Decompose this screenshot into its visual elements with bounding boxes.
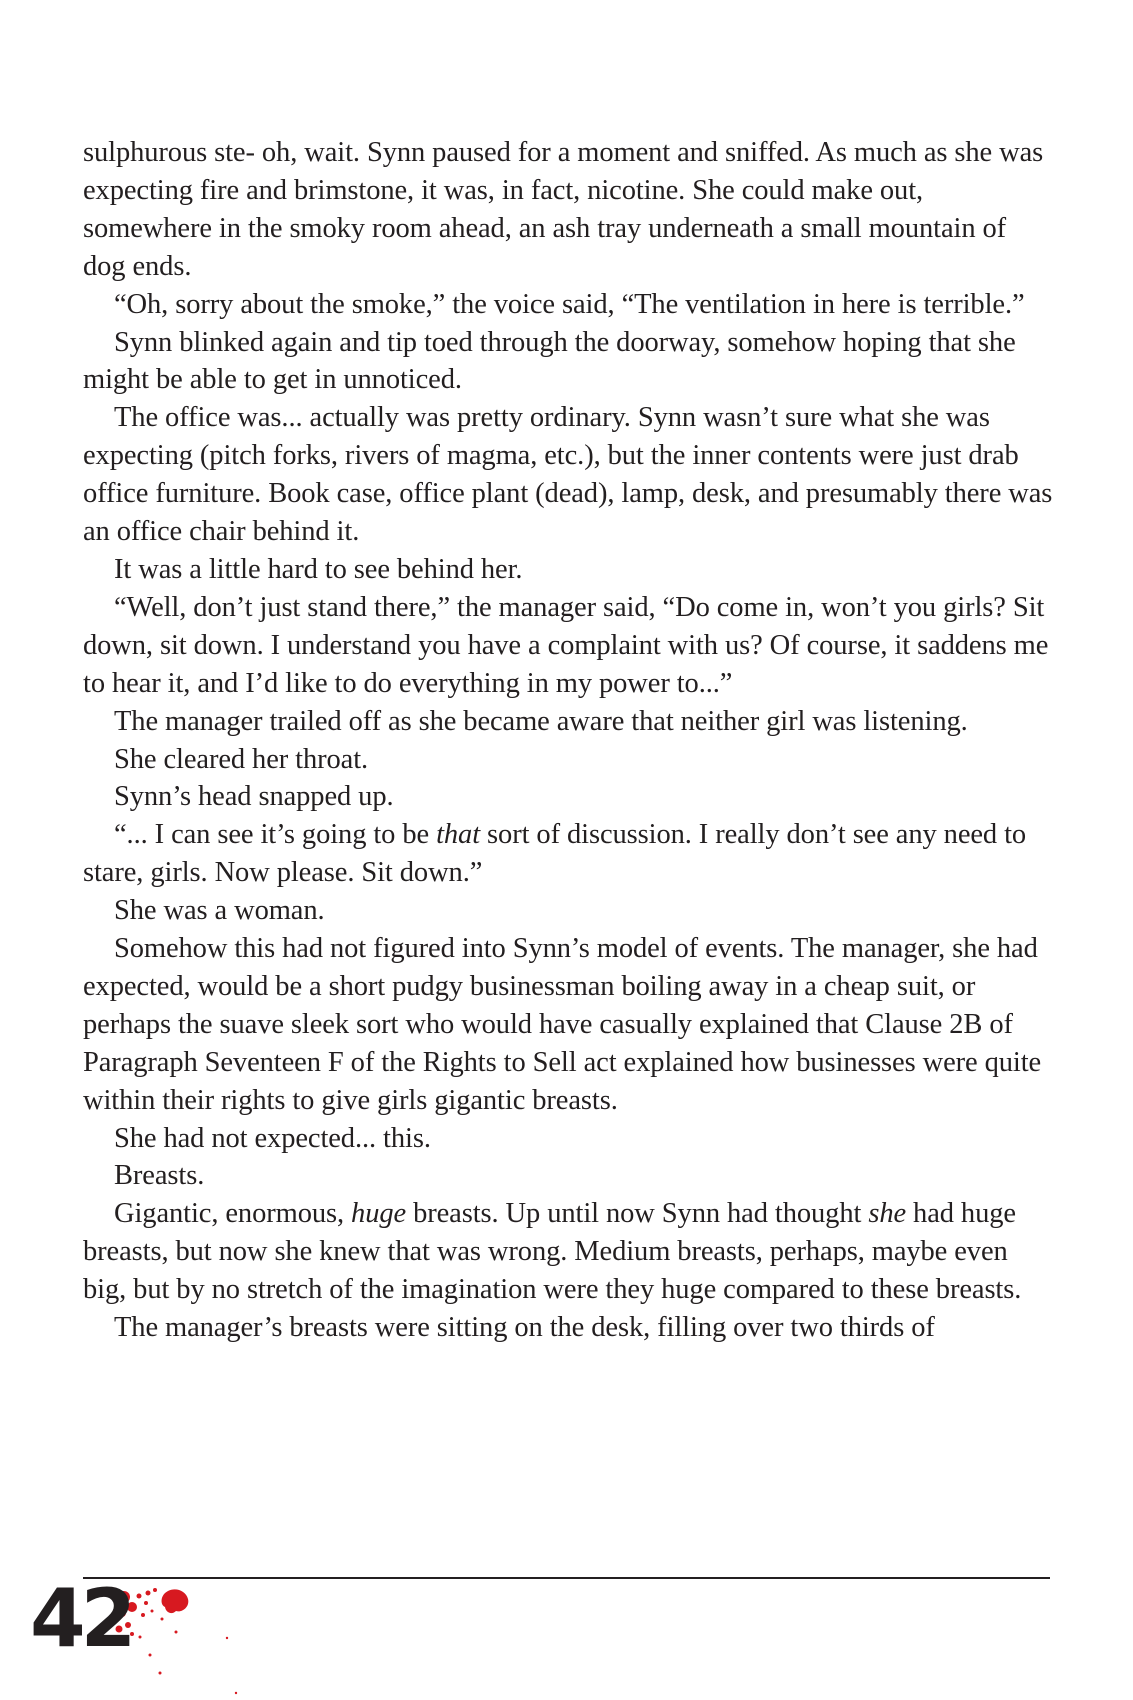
paragraph: [83, 741, 1055, 779]
text-segment: She was a woman.: [114, 895, 325, 927]
paragraph: [83, 703, 1055, 741]
text-segment: had huge breasts, but now she knew that was wrong. Medium breasts, perhaps, maybe even big, but by no stretch of the imagination were they huge compared to these breasts.: [83, 1198, 1022, 1306]
paragraph: [83, 930, 1055, 1120]
text-segment: Synn’s head snapped up.: [114, 781, 394, 813]
paragraph: [83, 1309, 1055, 1347]
text-segment: She cleared her throat.: [114, 743, 369, 775]
italic-text: that: [436, 819, 481, 851]
italic-text: she: [868, 1198, 907, 1230]
text-segment: The manager trailed off as she became aware that neither girl was listening.: [114, 705, 968, 737]
text-segment: “Oh, sorry about the smoke,” the voice said, “The ventilation in here is terrible.”: [114, 288, 1025, 320]
paragraph: [83, 1157, 1055, 1195]
text-segment: Somehow this had not figured into Synn’s model of events. The manager, she had expected, would be a short pudgy businessman boiling away in a cheap suit, or perhaps the suave sleek sort who would have casually explained that Clause 2B of Paragraph Seventeen F of the Rights to Sell act explained how businesses were quite within their rights to give girls gigantic breasts.: [83, 933, 1042, 1116]
italic-text: huge: [351, 1198, 407, 1230]
text-segment: It was a little hard to see behind her.: [114, 553, 523, 585]
footer-rule: [83, 1577, 1050, 1579]
text-segment: sulphurous ste- oh, wait. Synn paused for a moment and sniffed. As much as she was expecting fire and brimstone, it was, in fact, nicotine. She could make out, somewhere in the smoky room ahead, an ash tray underneath a small mountain of dog ends.: [83, 137, 1044, 282]
text-segment: The manager’s breasts were sitting on the desk, filling over two thirds of: [114, 1312, 935, 1344]
paragraph: [83, 324, 1055, 400]
paragraph: [83, 551, 1055, 589]
paragraph: [83, 399, 1055, 551]
paragraph: [83, 1195, 1055, 1309]
paragraph: [83, 816, 1055, 892]
paragraph: [83, 778, 1055, 816]
text-segment: The office was... actually was pretty ordinary. Synn wasn’t sure what she was expecting (pitch forks, rivers of magma, etc.), but the inner contents were just drab office furniture. Book case, office plant (dead), lamp, desk, and presumably there was an office chair behind it.: [83, 402, 1053, 548]
blood-splatter-icon: [110, 1585, 270, 1700]
text-segment: Breasts.: [114, 1160, 205, 1192]
paragraph: [83, 1120, 1055, 1158]
paragraph: [83, 892, 1055, 930]
paragraph: [83, 134, 1055, 286]
text-segment: sort of discussion. I really don’t see any need to stare, girls. Now please. Sit down.”: [83, 819, 1027, 889]
text-segment: She had not expected... this.: [114, 1122, 431, 1154]
text-segment: Synn blinked again and tip toed through the doorway, somehow hoping that she might be able to get in unnoticed.: [83, 326, 1016, 396]
page-number: 42: [30, 1572, 132, 1665]
paragraph: [83, 589, 1055, 703]
text-segment: “... I can see it’s going to be: [114, 819, 437, 851]
text-segment: “Well, don’t just stand there,” the manager said, “Do come in, won’t you girls? Sit down, sit down. I understand you have a complaint with us? Of course, it saddens me to hear it, and I’d like to do everything in my power to...”: [83, 591, 1049, 699]
text-segment: breasts. Up until now Synn had thought: [406, 1198, 869, 1230]
text-segment: Gigantic, enormous,: [114, 1198, 352, 1230]
body-text: [83, 134, 1055, 1347]
paragraph: [83, 286, 1055, 324]
